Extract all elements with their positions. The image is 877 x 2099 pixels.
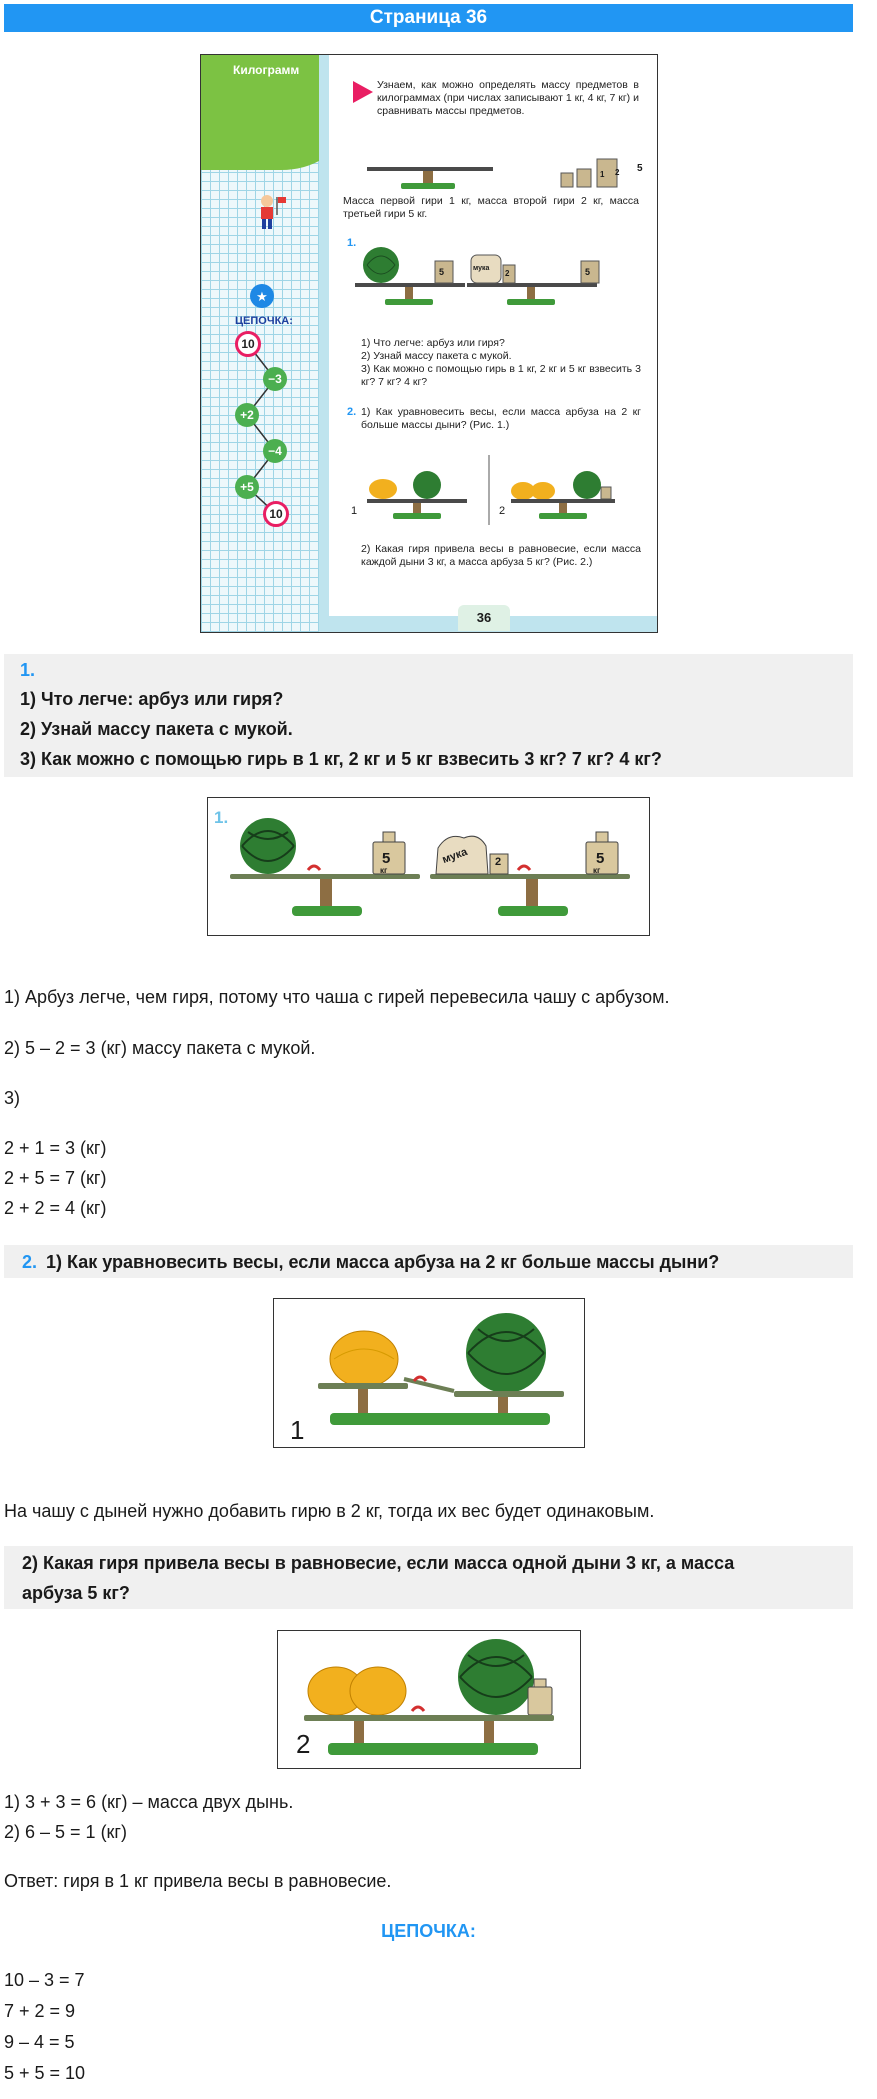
textbook-task2-q2: 2) Какая гиря привела весы в равновесие, если масса каждой дыни 3 кг, а масса арбуза 5 кг? (Рис. 2.)	[361, 543, 641, 568]
textbook-task1-q2: 2) Узнай массу пакета с мукой.	[361, 350, 512, 362]
svg-text:★: ★	[256, 289, 268, 304]
textbook-task2-number: 2.	[347, 406, 357, 418]
task1-answer-2: 2) 5 – 2 = 3 (кг) массу пакета с мукой.	[4, 1038, 316, 1058]
weight-2-label: 2	[615, 168, 620, 177]
weight-5-label: 5	[637, 163, 643, 174]
play-marker-icon	[353, 81, 373, 103]
task1-scales-drawing	[208, 798, 649, 935]
image-flour-label: мука	[440, 845, 470, 867]
chain-node: +5	[235, 475, 259, 499]
image-kg-b-label: кг	[593, 866, 601, 875]
chain-node: −3	[263, 367, 287, 391]
book-flour-label: мука	[473, 265, 490, 272]
task1-question-2: 2) Узнай массу пакета с мукой.	[20, 719, 293, 739]
task1-answer-3-line: 2 + 5 = 7 (кг)	[4, 1168, 107, 1188]
boy-icon	[253, 191, 293, 233]
task1-question-3: 3) Как можно с помощью гирь в 1 кг, 2 кг и 5 кг взвесить 3 кг? 7 кг? 4 кг?	[20, 749, 662, 769]
textbook-weights-text: Масса первой гири 1 кг, масса второй гири 2 кг, масса третьей гири 5 кг.	[343, 195, 639, 220]
task2-question-2: 2) Какая гиря привела весы в равновесие, если масса одной дыни 3 кг, а масса арбуза 5 кг?	[22, 1553, 735, 1603]
task2-scale-2-drawing	[278, 1631, 580, 1768]
image-weight-5-label: 5	[382, 850, 391, 867]
textbook-task2-q1: 1) Как уравновесить весы, если масса арбуза на 2 кг больше массы дыни? (Рис. 1.)	[361, 406, 641, 431]
chain-node: 10	[235, 331, 261, 357]
textbook-intro: Узнаем, как можно определять массу предметов в килограммах (при числах записывают 1 кг, 4 кг, 7 кг) и сравнивать массы предметов.	[377, 79, 639, 117]
cover-title: Килограмм	[233, 63, 300, 77]
textbook-task1-number: 1.	[347, 237, 357, 249]
task2-fig2-label: 2	[296, 1729, 311, 1759]
chain-node: 10	[263, 501, 289, 527]
task1-question-1: 1) Что легче: арбуз или гиря?	[20, 689, 284, 709]
star-badge-icon	[249, 283, 275, 309]
textbook-task1-q1: 1) Что легче: арбуз или гиря?	[361, 337, 505, 349]
image-weight-5b-label: 5	[596, 850, 605, 867]
textbook-task2-scales	[347, 455, 647, 525]
task1-image	[207, 797, 650, 936]
textbook-fig1-label: 1	[351, 505, 358, 517]
chain-line: 9 – 4 = 5	[4, 2032, 75, 2052]
task1-bar	[4, 654, 853, 777]
chain-title-book: ЦЕПОЧКА:	[235, 315, 293, 327]
task2-bar	[4, 1245, 853, 1278]
task1-answer-3-label: 3)	[4, 1088, 21, 1108]
page-header: Страница 36	[4, 4, 853, 32]
chain-node: +2	[235, 403, 259, 427]
textbook-task1-q3: 3) Как можно с помощью гирь в 1 кг, 2 кг и 5 кг взвесить 3 кг? 7 кг? 4 кг?	[361, 363, 641, 388]
task2-image-2	[277, 1630, 581, 1769]
chain-line: 10 – 3 = 7	[4, 1970, 85, 1990]
task2-image-1	[273, 1298, 585, 1448]
chain-line: 5 + 5 = 10	[4, 2063, 86, 2083]
task1-answer-3-line: 2 + 2 = 4 (кг)	[4, 1198, 107, 1218]
task1-number: 1.	[20, 660, 36, 680]
task2-answer-1: На чашу с дыней нужно добавить гирю в 2 кг, тогда их вес будет одинаковым.	[4, 1501, 655, 1521]
page-spine	[319, 55, 329, 632]
chain-node: −4	[263, 439, 287, 463]
task1-answer-1: 1) Арбуз легче, чем гиря, потому что чаша с гирей перевесила чашу с арбузом.	[4, 987, 670, 1007]
task2-scale-1-drawing	[274, 1299, 584, 1447]
chain-line: 7 + 2 = 9	[4, 2001, 76, 2021]
task1-image-number: 1.	[214, 808, 229, 827]
textbook-fig2-label: 2	[499, 505, 506, 517]
image-kg-label: кг	[380, 866, 388, 875]
task1-answer-3-line: 2 + 1 = 3 (кг)	[4, 1138, 107, 1158]
textbook-task1-scales	[351, 241, 651, 311]
task2-bar-2	[4, 1546, 853, 1609]
textbook-page-image	[200, 54, 658, 633]
image-weight-2-label: 2	[495, 856, 502, 868]
task2-number: 2.	[22, 1252, 38, 1272]
book-weight-2-label: 2	[505, 269, 510, 278]
scale-with-weights	[361, 147, 651, 191]
weight-1-label: 1	[600, 170, 605, 179]
task2-answer-2-line: 2) 6 – 5 = 1 (кг)	[4, 1822, 127, 1842]
task2-fig1-label: 1	[290, 1415, 305, 1445]
task2-final-answer: Ответ: гиря в 1 кг привела весы в равновесие.	[4, 1871, 392, 1891]
task2-answer-2-line: 1) 3 + 3 = 6 (кг) – масса двух дынь.	[4, 1792, 294, 1812]
page-number: 36	[458, 605, 510, 631]
task2-question-1: 1) Как уравновесить весы, если масса арбуза на 2 кг больше массы дыни?	[46, 1252, 720, 1272]
chain-title: ЦЕПОЧКА:	[381, 1921, 476, 1941]
book-weight-5b-label: 5	[585, 267, 591, 277]
book-weight-5-label: 5	[439, 267, 445, 277]
